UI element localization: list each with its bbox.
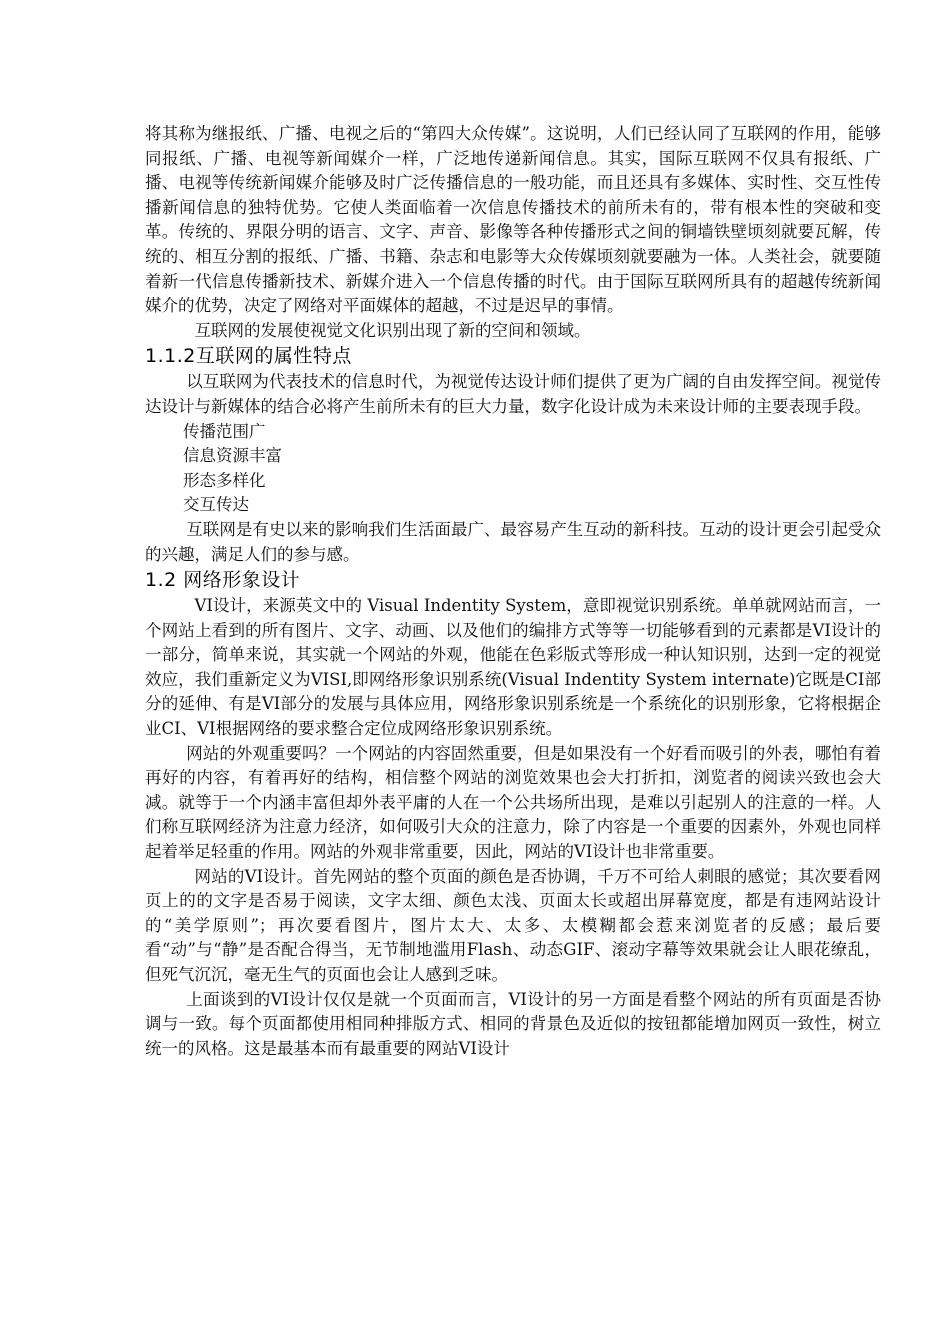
body-paragraph: 互联网的发展使视觉文化识别出现了新的空间和领域。	[194, 320, 591, 340]
document-body	[145, 122, 881, 1061]
body-paragraph: 网站的外观重要吗？一个网站的内容固然重要，但是如果没有一个好看而吸引的外表，哪怕有着再好的内容，有着再好的结构，相信整个网站的浏览效果也会大打折扣，浏览者的阅读兴致也会大减。就等于一个内涵丰富但却外表平庸的人在一个公共场所出现，是难以引起别人的注意的一样。人们称互联网经济为注意力经济，如何吸引大众的注意力，除了内容是一个重要的因素外，外观也同样起着举足轻重的作用。网站的外观非常重要，因此，网站的VI设计也非常重要。	[145, 743, 881, 862]
body-paragraph: 互联网是有史以来的影响我们生活面最广、最容易产生互动的新科技。互动的设计更会引起受众的兴趣，满足人们的参与感。	[145, 519, 881, 564]
body-paragraph: 网站的VI设计。首先网站的整个页面的颜色是否协调，千万不可给人刺眼的感觉；其次要看网页上的的文字是否易于阅读，文字太细、颜色太浅、页面太长或超出屏幕宽度，都是有违网站设计的“美学原则”；再次要看图片，图片太大、太多、太模糊都会惹来浏览者的反感；最后要看“动”与“静”是否配合得当，无节制地滥用Flash、动态GIF、滚动字幕等效果就会让人眼花缭乱，但死气沉沉，毫无生气的页面也会让人感到乏味。	[145, 866, 881, 984]
body-paragraph: 上面谈到的VI设计仅仅是就一个页面而言，VI设计的另一方面是看整个网站的所有页面是否协调与一致。每个页面都使用相同种排版方式、相同的背景色及近似的按钮都能增加网页一致性，树立统一的风格。这是最基本而有最重要的网站VI设计	[145, 989, 881, 1058]
list-item: 信息资源丰富	[183, 446, 282, 466]
list-item: 形态多样化	[183, 470, 266, 490]
list-item: 传播范围广	[183, 421, 266, 441]
body-paragraph: 将其称为继报纸、广播、电视之后的“第四大众传媒”。这说明，人们已经认同了互联网的作用，能够同报纸、广播、电视等新闻媒介一样，广泛地传递新闻信息。其实，国际互联网不仅具有报纸、广播、电视等传统新闻媒介能够及时广泛传播信息的一般功能，而且还具有多媒体、实时性、交互性传播新闻信息的独特优势。它使人类面临着一次信息传播技术的前所未有的，带有根本性的突破和变革。传统的、界限分明的语言、文字、声音、影像等各种传播形式之间的铜墙铁壁顷刻就要瓦解，传统的、相互分割的报纸、广播、书籍、杂志和电影等大众传媒顷刻就要融为一体。人类社会，就要随着新一代信息传播新技术、新媒介进入一个信息传播的时代。由于国际互联网所具有的超越传统新闻媒介的优势，决定了网络对平面媒体的超越，不过是迟早的事情。	[145, 124, 881, 316]
section-heading: 1.2 网络形象设计	[145, 569, 301, 592]
section-heading: 1.1.2互联网的属性特点	[145, 345, 352, 368]
body-paragraph: VI设计，来源英文中的 Visual Indentity System，意即视觉识别系统。单单就网站而言，一个网站上看到的所有图片、文字、动画、以及他们的编排方式等等一切能够看到的元素都是VI设计的一部分，简单来说，其实就一个网站的外观，他能在色彩版式等形成一种认知识别，达到一定的视觉效应，我们重新定义为VISI,即网络形象识别系统(Visual Indentity System internate)它既是CI部分的延伸、有是VI部分的发展与具体应用，网络形象识别系统是一个系统化的识别形象，它将根据企业CI、VI根据网络的要求整合定位成网络形象识别系统。	[145, 596, 881, 739]
body-paragraph: 以互联网为代表技术的信息时代，为视觉传达设计师们提供了更为广阔的自由发挥空间。视觉传达设计与新媒体的结合必将产生前所未有的巨大力量，数字化设计成为未来设计师的主要表现手段。	[145, 372, 881, 416]
list-item: 交互传达	[183, 495, 249, 515]
